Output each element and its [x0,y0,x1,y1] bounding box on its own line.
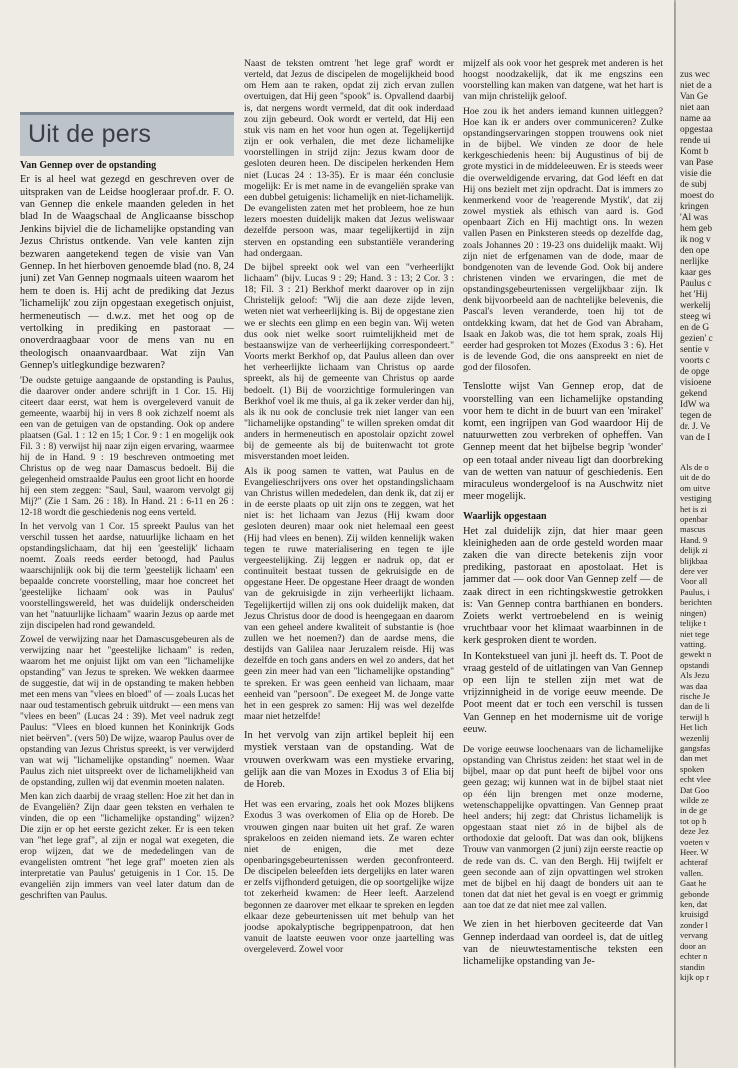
cut-off-line: Het lich [680,722,708,733]
cut-off-line: voeten v [680,836,710,847]
cut-off-line: rende ui [680,136,711,146]
adjacent-page [676,0,738,1068]
paragraph: 'De oudste getuige aangaande de opstanding is Paulus, die daarover onder andere schrijft in 1 Cor. 15. Hij citeert daar eerst, wat hem is overgeleverd vanuit de gemeente, waarbij hij in vers 8 ook zichzelf noemt als een van de getuigen van de opstanding. Ook op andere plaatsen (Gal. 1 : 12 en 15; 1 Cor. 9 : 1 en mogelijk ook Fil. 3 : 8) verwijst hij naar zijn eigen ervaring, waarmee hij de in Hand. 9 : 19 beschreven ontmoeting met Christus op de weg naar Damascus bedoelt. Bij die gelegenheid omstraalde Paulus een groot licht en hoorde hij een stem zeggen: "Saul, Saul, waarom vervolgt gij Mij?" (Zie 1 Sam. 26 : 18). In Hand. 21 : 6-11 en 26 : 12-18 wordt die geschiedenis nog eens verteld. [20,375,234,518]
cut-off-line: dere ver [680,566,708,577]
column-3 [463,58,663,971]
paragraph: De vorige eeuwse loochenaars van de lichamelijke opstanding van Christus zeiden: het staat wel in de bijbel, maar op dat punt heeft de bijbel voor ons geen gezag; wij kunnen wat in de bijbel staat niet op één lijn brengen met onze moderne, wetenschappelijke opvattingen. Van Gennep praat heel anders; hij zegt: dat Christus lichamelijk is opgestaan staat niet zó in de bijbel als de orthodoxie dat gelooft. Dat was dan ook, blijkens Trouw van vanmorgen (2 juni) zijn eerste reactie op de rede van ds. C. van den Bergh. Hij twijfelt er geen seconde aan of zijn opvattingen wel stroken met de bijbel en hij daagt de bonders uit aan te tonen dat dat niet het geval is en voegt er grimmig aan toe dat ze dat niet mee zal vallen. [463,744,663,912]
cut-off-line: echt vlee [680,774,711,785]
header-stripe [20,112,234,115]
paragraph: In het vervolg van zijn artikel bepleit hij een mystiek verstaan van de opstanding. Wat de vrouwen overkwam was een mystieke ervaring, gelijk aan die van Mozes in Exodus 3 of Elia bij de Horeb. [244,730,454,791]
cut-off-line: steeg wi [680,312,711,322]
cut-off-line: Komt b [680,147,709,157]
cut-off-line: Heer. W [680,847,709,858]
cut-off-line: berichten [680,597,712,608]
cut-off-line: achteraf [680,857,708,868]
cut-off-line: voorts c [680,356,710,366]
cut-off-line: dan de li [680,701,710,712]
cut-off-line: het is zi [680,503,707,514]
article-lead: Er is al heel wat gezegd en geschreven over de uitspraken van de Leidse hoogleraar prof.dr. F. O. van Gennep die enkele maanden geleden in het blad In de Waagschaal de Anglicaanse bisschop Jenkins bijviel die de lichamelijke opstanding van Jezus Christus ontkende. Van vele kanten zijn bezwaren aangetekend tegen de visie van Van Gennep. In het hierboven genoemde blad (no. 8, 24 juni) zet Van Gennep nogmaals uiteen waarom het hem te doen is. Hij acht de prediking dat Jezus 'lichamelijk' zou zijn opgestaan exegetisch onjuist, hermeneutisch — d.w.z. met het oog op de vertolking in prediking en pastoraat — onoverdraagbaar voor de mens van nu en theologisch onaanvaardbaar. Wat zijn Van Gennep's uitlegkundige bezwaren? [20,174,234,372]
cut-off-line: sentie v [680,345,709,355]
cut-off-line: niet de a [680,81,712,91]
cut-off-line: niet aan [680,103,710,113]
cut-off-line: tegen de [680,411,712,421]
cut-off-line: het 'Hij [680,290,708,300]
cut-off-line: Paulus c [680,279,712,289]
cut-off-line: gangsfas [680,742,711,753]
cut-off-line: echter n [680,951,708,962]
subheading: Waarlijk opgestaan [463,511,547,523]
cut-off-line: Voor all [680,576,708,587]
paragraph: Het was een ervaring, zoals het ook Mozes blijkens Exodus 3 was overkomen of Elia op de Horeb. De vrouwen gingen naar buiten uit het graf. Ze waren sprakeloos en zeiden niemand iets. Ze waren echter niet de enigen, die met deze openbaringsgebeurtenissen werden geconfronteerd. De discipelen beleefden iets dergelijks en later waren er zelfs vijfhonderd getuigen, die op soortgelijke wijze tot zekerheid kwamen: de Heer leeft. Aarzelend begonnen ze daarover met elkaar te spreken en legden elkaar deze gebeurtenissen uit met behulp van het joodse apokalyptische begrippenpatroon, dat hen vanuit de laatste eeuwen voor onze jaartelling was overgeleverd. Zowel voor [244,799,454,956]
paragraph: We zien in het hierboven geciteerde dat Van Gennep inderdaad van oordeel is, dat de uitleg van de nieuwtestamentische teksten een lichamelijke opstanding van Je- [463,919,663,967]
cut-off-line: werkelij [680,301,711,311]
section-title: Uit de pers [28,120,152,148]
cut-off-line: kijk op r [680,971,710,982]
paragraph: Hoe zou ik het anders iemand kunnen uitleggen? Hoe kan ik er anders over communiceren? Zulke opstandingservaringen stoppen trouwens ook niet in de bijbel. We vinden ze door de hele kerkgeschiedenis heen: bij Augustinus of bij de grote mystici in de middeleeuwen. Er is steeds weer die overweldigende ervaring, dat God léeft en dat Hij ons bezielt met zijn opdracht. Dat is immers zo kenmerkend voor de 'reagerende Mystik', dat zij zowel mystiek als ethisch van aard is. God openbaart Zich en Hij machtigt ons. In wezen vallen Pasen en Pinksteren steeds op dezelfde dag, zoals Johannes 20 : 19-23 ons duidelijk maakt. Wij zijn niet de erfgenamen van de dode, maar de bondgenoten van de levende God. Ook bij andere christenen vinden we ervaringen, die met de opstandingsgebeurtenissen vergelijkbaar zijn. Ik denk bijvoorbeeld aan de nachtelijke belevenis, die Pascal's leven veranderde, toen hij tot de ontdekking kwam, dat het de God van Abraham, Isaak en Jakob was, die tot hem sprak, zoals Hij eerder had gesproken tot Mozes (Exodus 3 : 6). Het is de levende God, die ons aanspreekt en niet de god der filosofen. [463,105,663,374]
cut-off-line: telijke t [680,618,707,629]
cut-off-line: wezenlij [680,732,710,743]
cut-off-line: Als de o [680,462,709,472]
cut-off-line: visie die [680,169,712,179]
cut-off-line: gewekt n [680,649,712,660]
cut-off-line: van Pase [680,158,714,168]
paragraph: Zowel de verwijzing naar het Damascusgebeuren als de verwijzing naar het "geestelijke lichaam" is reden, waarom het me onjuist lijkt om van een "lichamelijke opstanding" van Jezus te spreken. We wekken daarmee de suggestie, dat wij in de opstanding te maken hebben met een mens van "vlees en bloed" of — zoals Lucas het naar oud testamentisch gebruik uitdrukt — een mens van "vlees en been" (Lucas 24 : 39). Met veel nadruk zegt Paulus: "Vlees en bloed kunnen het Koninkrijk Gods niet beërven". (vers 50) De wijze, waarop Paulus over de opstanding van Jezus Christus spreekt, is ver verwijderd van wat wij "lichamelijke opstanding" noemen. Waar Paulus zich niet uitspreekt over de lichamelijkheid van de opstanding, zullen wij dat evenmin moeten nalaten. [20,634,234,788]
cut-off-line: van de I [680,433,711,443]
cut-off-line: ken, dat [680,899,708,910]
paragraph: Naast de teksten omtrent 'het lege graf' wordt er verteld, dat Jezus de discipelen de mogelijkheid bood om Hem aan te raken, opdat zij zich ervan zullen overtuigen, dat Hij geen "spook" is. Opvallend daarbij is, dat nergens wordt vermeld, dat dit ook inderdaad zou zijn gebeurd. Ook wordt er verteld, dat Hij een stuk vis nam en het voor hun ogen at. Tegelijkertijd zijn er ook verhalen, die met deze lichamelijke voorstellingen in strijd zijn: Jezus kwam door de gesloten deuren heen. De discipelen herkenden Hem niet (Lucas 24 : 13-35). Er is maar één conclusie mogelijk: Er is met name in de evangeliën sprake van een dubbel getuigenis: lichamelijk en niet-lichamelijk. De evangelisten zaten met het probleem, hoe ze hun lezers moesten duidelijk maken dat Jezus weliswaar dezelfde persoon was, maar tegelijkertijd in zijn sterven en opstanding een substantiële verandering had ondergaan. [244,58,454,259]
paragraph: mijzelf als ook voor het gesprek met anderen is het hoogst noodzakelijk, dat ik me engszins een voorstelling kan maken van datgene, wat het hart is van mijn christelijk geloof. [463,58,663,103]
cut-off-line: den ope [680,246,710,256]
paragraph: Als ik poog samen te vatten, wat Paulus en de Evangelieschrijvers ons over het opstandingslichaam van Christus willen mededelen, dan denk ik, dat zij er in de eerste plaats op uit zijn ons te zeggen, wat het niet is: het lichaam van Jezus (Hij kwam door gesloten deuren) maar ook niet helemaal een geest (Hij had vlees en benen). Zij wilden kennelijk waken tegen te ruwe materialisering en tegen te ijle vergeestelijking. Zij leggen er nadruk op, dat er continuïteit bestaat tussen de gekruisigde en de opgestane Heer. De opgestane Heer draagt de wonden van de gekruisigde in zijn verheerlijkt lichaam. Tegelijkertijd willen zij ons ook duidelijk maken, dat Jezus Christus door de dood is heengegaan en daarom van een geheel andere kwaliteit of substantie is (hoe zullen we het noemen?) dan de aardse mens, die destijds van Galilea naar Jeruzalem reisde. Hij was dezelfde en toch gans anders en wel zo anders, dat het geen zin meer had van een "lichamelijke opstanding" te spreken. Er was geen eenheid van lichaam, maar eenheid van "persoon". De exegeet M. de Jonge vatte het in een gesprek zo samen: Hij was wel dezelfde maar niet hetzelfde! [244,465,454,723]
cut-off-line: dan met [680,753,708,764]
paragraph: Men kan zich daarbij de vraag stellen: Hoe zit het dan in de Evangeliën? Zijn daar geen teksten en verhalen te vinden, die op een "lichamelijke opstanding" wijzen? Die zijn er op het eerste gezicht zeker. Er is een teken van "het lege graf", al zijn er nogal wat exegeten, die erop wijzen, dat we de mededelingen van de evangelisten omtrent "het lege graf" moeten zien als interpretatie van Paulus' getuigenis in 1 Cor. 15. De evangeliën zijn immers van veel later datum dan de geschriften van Paulus. [20,791,234,901]
cut-off-line: in de ge [680,805,708,816]
cut-off-line: name aa [680,114,711,124]
cut-off-line: opgestaa [680,125,713,135]
cut-off-line: Paulus, i [680,586,710,597]
cut-off-line: dr. J. Ve [680,422,711,432]
column-4-bottom [680,462,738,982]
cut-off-line: door an [680,940,707,951]
cut-off-line: zonder l [680,919,708,930]
cut-off-line: en de G [680,323,710,333]
cut-off-line: IdW wa [680,400,710,410]
paragraph: Tenslotte wijst Van Gennep erop, dat de voorstelling van een lichamelijke opstanding voor hem te dicht in de buurt van een 'mirakel' komt, een ingrijpen van God waardoor Hij de natuurwetten zou verbreken of opheffen. Van Gennep meent dat het bijbelse begrip 'wonder' op een totaal ander niveau ligt dan doorbreking van de wetten van natuur of geschiedenis. Een miraculeus wondergeloof is na Auschwitz niet meer mogelijk. [463,381,663,503]
cut-off-line: Als Jezu [680,670,710,681]
cut-off-line: opstandi [680,659,710,670]
cut-off-line: kruisigd [680,909,709,920]
cut-off-line: blijkbaa [680,555,708,566]
cut-off-line: vestiging [680,493,712,504]
cut-off-line: Dat Goo [680,784,710,795]
cut-off-line: visioene [680,378,712,388]
cut-off-line: nerlijke [680,257,709,267]
cut-off-line: gekend [680,389,708,399]
section-header [20,112,234,156]
cut-off-line: openbar [680,514,708,525]
cut-off-line: was daa [680,680,708,691]
cut-off-line: uit de do [680,472,711,483]
cut-off-line: ningen) [680,607,707,618]
cut-off-line: hem geb [680,224,713,234]
paragraph: In het vervolg van 1 Cor. 15 spreekt Paulus van het verschil tussen het aardse, natuurlijke lichaam en het opstandingslichaam, dat hij een 'geestelijk' lichaam noemt. Zoals reeds eerder betoogd, had Paulus waarschijnlijk ook bij die term 'geestelijk lichaam' een bepaalde concrete voorstelling, maar hoe concreet het 'geestelijke lichaam' ook was in Paulus' voorstellingswereld, het was duidelijk onderscheiden van het "natuurlijke lichaam" waarin Jezus op aarde met zijn discipelen had rond gewandeld. [20,521,234,631]
cut-off-line: kringen [680,202,709,212]
article-heading: Van Gennep over de opstanding [20,160,157,171]
cut-off-line: de opge [680,367,710,377]
cut-off-line: vervang [680,930,708,941]
cut-off-line: Van Ge [680,92,708,102]
cut-off-line: ik nog v [680,235,711,245]
cut-off-line: spoken [680,763,705,774]
cut-off-line: deze Jez [680,826,709,837]
cut-off-line: de subj [680,180,707,190]
cut-off-line: zus wec [680,70,710,80]
cut-off-line: Hand. 9 [680,534,708,545]
column-4-top [680,70,738,444]
cut-off-line: rische Je [680,690,710,701]
cut-off-line: gezien' c [680,334,713,344]
paragraph: In Kontekstueel van juni jl. heeft ds. T. Poot de vraag gesteld of de uitlatingen van Van Gennep op een lijn te stellen zijn met wat de vrijzinnigheid in de vorige eeuw meende. De Poot meent dat er toch een verschil is tussen Van Gennep en het modernisme uit de vorige eeuw. [463,650,663,735]
paragraph: De bijbel spreekt ook wel van een "verheerlijkt lichaam" (bijv. Lucas 9 : 29; Hand. 3 : 13; 2 Cor. 3 : 18; Fil. 3 : 21) Berkhof merkt daarover op in zijn Christelijk geloof: "Wij die aan deze zijde leven, weten niet wat verheerlijking is. Bij de opgestane zien we er slechts een glimp en een begin van. Wij weten dus ook niet welke soort ruimtelijkheid met de bestaanswijze van de verheerlijking correspondeert." Voorts merkt Berkhof op, dat Paulus alleen dan over het verheerlijkte lichaam van Christus op aarde spreekt, als hij de gemeente van Christus op aarde bedoelt. (1) Bij de voorzichtige formuleringen van Berkhof voel ik me thuis, al ga ik zeker verder dan hij, als ik nu ook de conclusie trek niet langer van een "lichamelijke opstanding" te willen spreken omdat dit anders in hermeneutisch en apostolair opzicht zowel bij de gemeente als bij de buitenwacht tot grote misverstanden moet leiden. [244,261,454,463]
cut-off-line: wilde ze [680,795,709,805]
cut-off-line: vatting. [680,638,707,649]
cut-off-line: om uitve [680,482,711,493]
cut-off-line: standin [680,961,705,972]
cut-off-line: gebonde [680,888,710,899]
cut-off-line: niet tege [680,628,710,639]
cut-off-line: delijk zi [680,545,708,556]
cut-off-line: terwijl h [680,711,709,722]
cut-off-line: 'Al was [680,213,708,223]
cut-off-line: vallen. [680,867,704,878]
paragraph: Het zal duidelijk zijn, dat hier maar geen kleinigheden aan de orde gesteld worden maar zaken die van directe betekenis zijn voor prediking, pastoraat en apostolaat. Het is jammer dat — ook door Van Gennep zelf — de zaak direct in een richtingskwestie getrokken is: Van Gennep contra barthianen en bonders. Zoiets werkt vertroebelend en is weinig vruchtbaar voor het klimaat waarbinnen in de kerk gesproken dient te worden. [463,525,663,647]
cut-off-line: kaar ges [680,268,711,278]
cut-off-line: tot op h [680,815,707,826]
cut-off-line: Gaat he [680,878,707,889]
cut-off-line: moest do [680,191,715,201]
cut-off-line: mascus [680,524,706,535]
column-1 [20,160,234,905]
column-2 [244,58,454,958]
